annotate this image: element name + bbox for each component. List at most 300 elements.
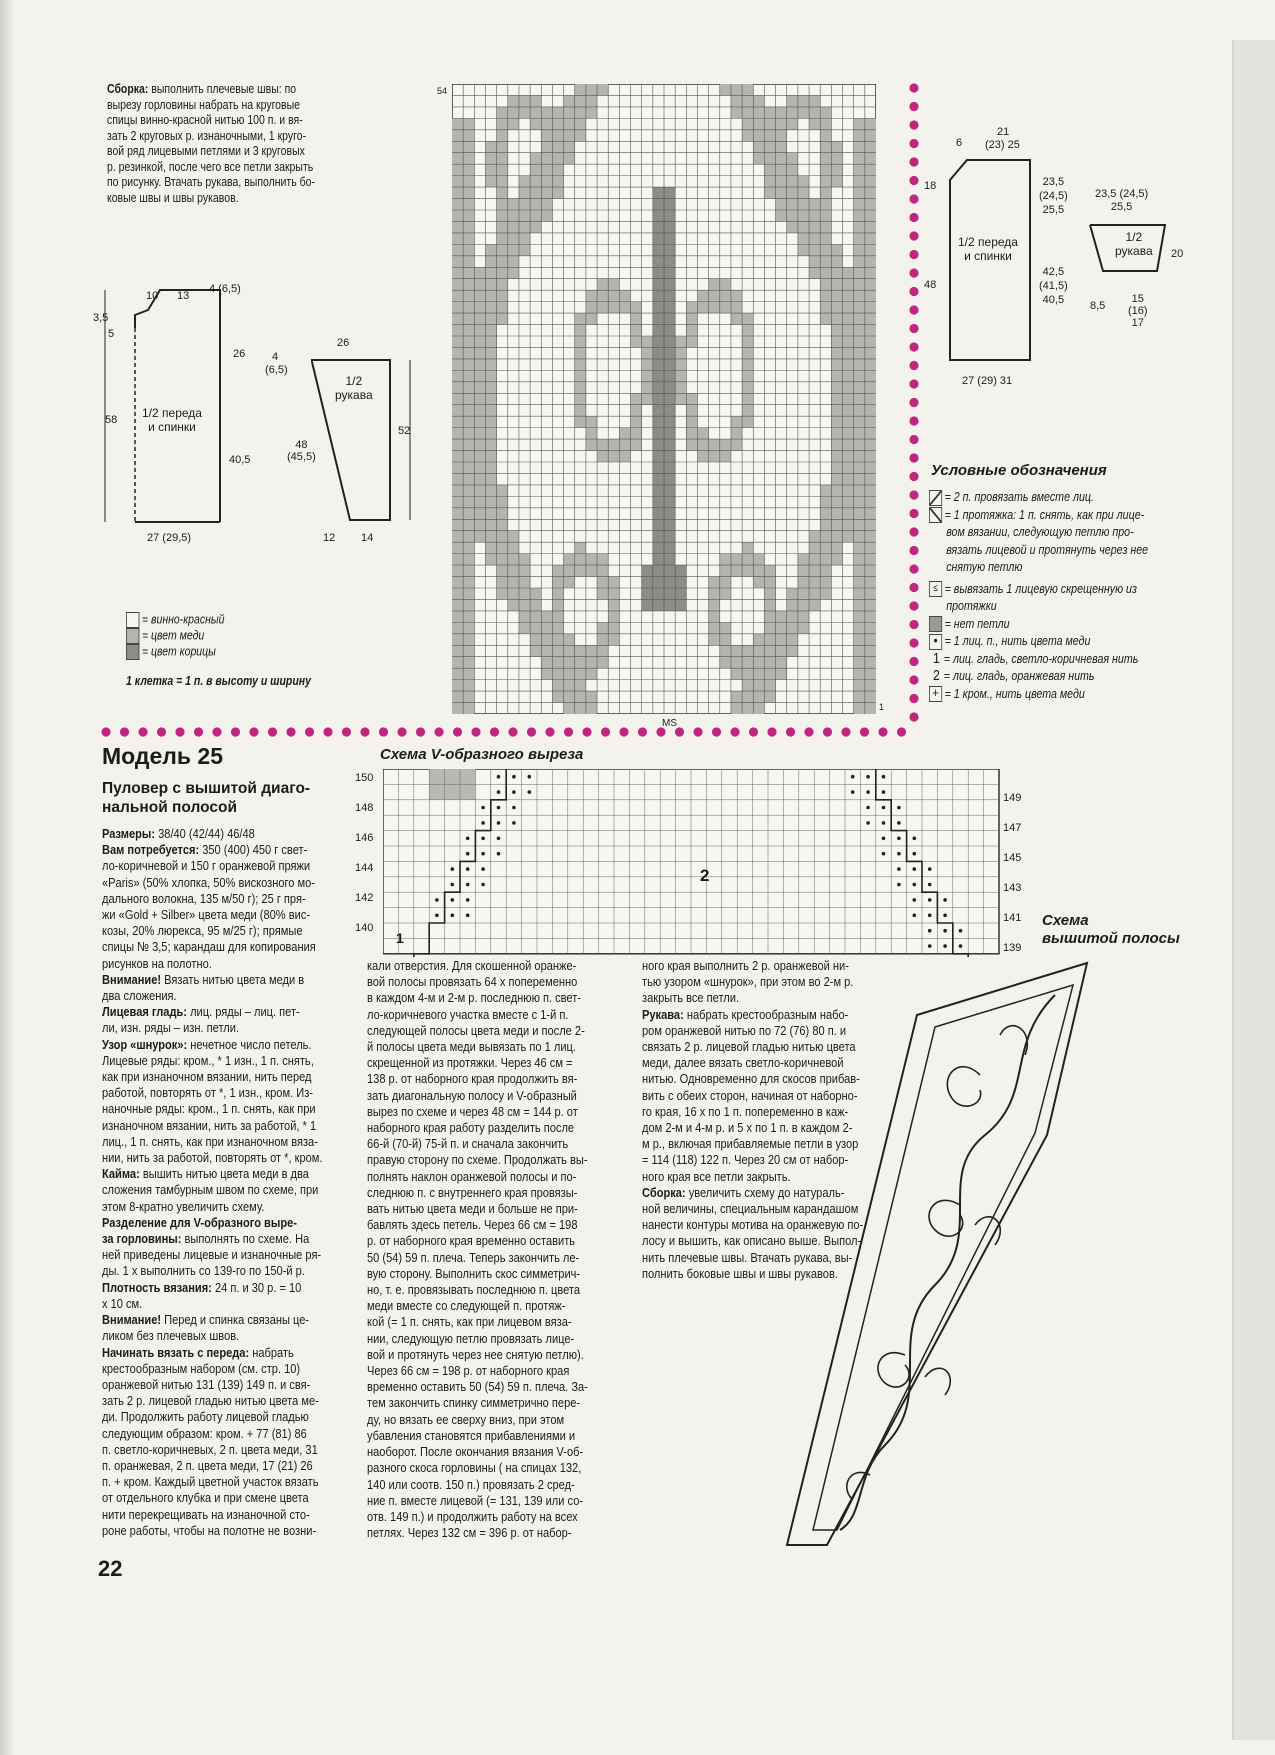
chart-cell: [485, 176, 496, 187]
chart-cell: [709, 634, 720, 645]
chart-cell: [731, 439, 742, 450]
chart-cell: [497, 221, 508, 232]
vneck-dot: [928, 898, 932, 902]
chart-cell: [753, 577, 764, 588]
chart-cell: [831, 451, 842, 462]
chart-cell: [854, 703, 865, 714]
magenta-dot: [286, 727, 295, 736]
chart-cell: [452, 485, 463, 496]
text-line: [642, 1185, 886, 1201]
chart-cell: [854, 496, 865, 507]
chart-cell: [519, 210, 530, 221]
text-line: нии, следующую петлю провязать лице-: [367, 1330, 575, 1346]
vneck-dot: [897, 837, 901, 841]
chart-cell: [854, 370, 865, 381]
chart-cell: [452, 267, 463, 278]
chart-cell: [854, 267, 865, 278]
text-line: [102, 875, 337, 891]
chart-cell: [508, 542, 519, 553]
magenta-dot: [909, 638, 918, 647]
dot-icon: •: [929, 634, 942, 650]
chart-cell: [485, 496, 496, 507]
chart-cell: [474, 347, 485, 358]
magenta-dot: [909, 601, 918, 610]
chart-cell: [564, 107, 575, 118]
text-body: п. + кром. Каждый цветной участок вязать: [102, 1474, 319, 1490]
chart-cell: [865, 485, 876, 496]
assembly-line: зать 2 круговых р. изнаночными, 1 круго-: [107, 128, 307, 143]
chart-cell: [653, 542, 664, 553]
slash-icon: [929, 490, 942, 506]
chart-cell: [664, 577, 675, 588]
chart-cell: [865, 336, 876, 347]
chart-cell: [675, 577, 686, 588]
chart-cell: [820, 302, 831, 313]
chart-cell: [798, 210, 809, 221]
chart-cell: [664, 451, 675, 462]
chart-cell: [463, 359, 474, 370]
chart-cell: [664, 313, 675, 324]
text-line: [102, 1345, 337, 1361]
chart-cell: [463, 325, 474, 336]
chart-cell: [865, 279, 876, 290]
chart-cell: [764, 565, 775, 576]
text-line: [102, 1215, 337, 1231]
chart-cell: [653, 439, 664, 450]
chart-cell: [798, 199, 809, 210]
chart-cell: [575, 347, 586, 358]
chart-cell: [552, 611, 563, 622]
chart-cell: [463, 164, 474, 175]
body-label-right: 1/2 переда и спинки: [958, 235, 1018, 263]
chart-cell: [452, 680, 463, 691]
chart-cell: [809, 95, 820, 106]
chart-cell: [530, 199, 541, 210]
chart-cell: [831, 496, 842, 507]
chart-cell: [764, 130, 775, 141]
text-line: [642, 1088, 886, 1104]
chart-cell: [865, 473, 876, 484]
chart-cell: [720, 554, 731, 565]
chart-cell: [820, 141, 831, 152]
chart-cell: [452, 210, 463, 221]
text-body: 24 п. и 30 р. = 10: [214, 1279, 302, 1295]
chart-cell: [463, 141, 474, 152]
chart-cell: [854, 554, 865, 565]
chart-cell: [820, 130, 831, 141]
text-lead: Плотность вязания:: [102, 1279, 215, 1295]
chart-cell: [787, 645, 798, 656]
chart-cell: [497, 554, 508, 565]
vneck-dot: [882, 806, 886, 810]
chart-cell: [463, 680, 474, 691]
chart-cell: [764, 657, 775, 668]
chart-cell: [843, 359, 854, 370]
text-line: ду, но вязать ее сверху вниз, при этом: [367, 1411, 565, 1427]
magenta-dot: [909, 83, 918, 92]
chart-cell: [485, 256, 496, 267]
chart-cell: [608, 611, 619, 622]
chart-cell: [653, 496, 664, 507]
chart-cell: [653, 313, 664, 324]
chart-cell: [452, 164, 463, 175]
chart-cell: [564, 703, 575, 714]
chart-cell: [787, 153, 798, 164]
chart-cell: [764, 680, 775, 691]
magenta-dot: [231, 727, 240, 736]
chart-cell: [865, 267, 876, 278]
magenta-dot: [909, 250, 918, 259]
vneck-cell: [460, 784, 475, 799]
dim-48-right: 48: [924, 279, 937, 291]
chart-cell: [653, 531, 664, 542]
chart-cell: [508, 233, 519, 244]
chart-cell: [452, 302, 463, 313]
chart-cell: [843, 405, 854, 416]
chart-cell: [820, 176, 831, 187]
chart-cell: [575, 393, 586, 404]
chart-cell: [463, 313, 474, 324]
chart-cell: [463, 336, 474, 347]
page-number: 22: [98, 1556, 123, 1581]
chart-cell: [452, 554, 463, 565]
chart-cell: [809, 233, 820, 244]
vneck-dot: [928, 883, 932, 887]
chart-cell: [865, 428, 876, 439]
chart-cell: [463, 405, 474, 416]
chart-cell: [463, 531, 474, 542]
chart-cell: [865, 622, 876, 633]
chart-cell: [820, 210, 831, 221]
chart-cell: [820, 107, 831, 118]
chart-cell: [664, 279, 675, 290]
chart-cell: [575, 84, 586, 95]
body-pattern-left: [90, 270, 330, 550]
text-line: [102, 1523, 337, 1539]
chart-cell: [820, 542, 831, 553]
magenta-dot: [527, 727, 536, 736]
chart-cell: [552, 577, 563, 588]
chart-cell: [530, 176, 541, 187]
text-line: следнюю п. с внутреннего края провязы-: [367, 1184, 578, 1200]
sleeve-right-label: 1/2 рукава: [1115, 230, 1153, 258]
chart-cell: [820, 531, 831, 542]
chart-cell: [474, 302, 485, 313]
chart-cell: [843, 462, 854, 473]
magenta-dot: [909, 213, 918, 222]
chart-cell: [809, 107, 820, 118]
text-line: [102, 988, 337, 1004]
text-line: [102, 858, 337, 874]
chart-cell: [675, 565, 686, 576]
chart-cell: [474, 313, 485, 324]
magenta-dot: [909, 342, 918, 351]
chart-cell: [497, 542, 508, 553]
chart-cell: [865, 634, 876, 645]
chart-cell: [463, 302, 474, 313]
chart-cell: [452, 187, 463, 198]
chart-cell: [843, 416, 854, 427]
chart-cell: [552, 588, 563, 599]
chart-cell: [787, 176, 798, 187]
chart-cell: [675, 382, 686, 393]
chart-cell: [854, 244, 865, 255]
vneck-dot: [866, 821, 870, 825]
chart-cell: [541, 611, 552, 622]
vneck-dot: [882, 837, 886, 841]
chart-cell: [809, 221, 820, 232]
chart-cell: [865, 130, 876, 141]
chart-cell: [831, 359, 842, 370]
chart-cell: [508, 599, 519, 610]
chart-cell: [452, 130, 463, 141]
chart-cell: [463, 279, 474, 290]
magenta-dot: [909, 435, 918, 444]
vneck-dot: [943, 929, 947, 933]
cell-note: 1 клетка = 1 п. в высоту и ширину: [126, 674, 311, 688]
chart-cell: [452, 290, 463, 301]
chart-cell: [854, 141, 865, 152]
vneck-dot: [897, 867, 901, 871]
text-line: [102, 1053, 337, 1069]
chart-cell: [519, 199, 530, 210]
chart-cell: [664, 416, 675, 427]
chart-cell: [776, 634, 787, 645]
text-body: спицы № 3,5; карандаш для копирования: [102, 939, 316, 955]
chart-cell: [519, 611, 530, 622]
text-line: [102, 1507, 337, 1523]
chart-cell: [742, 336, 753, 347]
chart-cell: [642, 599, 653, 610]
chart-cell: [552, 565, 563, 576]
chart-cell: [463, 473, 474, 484]
text-lead: Узор «шнурок»:: [102, 1036, 191, 1052]
chart-cell: [787, 107, 798, 118]
chart-cell: [508, 531, 519, 542]
chart-cell: [865, 118, 876, 129]
chart-cell: [508, 565, 519, 576]
magenta-dot: [138, 727, 147, 736]
chart-cell: [820, 508, 831, 519]
magenta-dot: [909, 398, 918, 407]
chart-cell: [664, 336, 675, 347]
vneck-dot: [497, 775, 501, 779]
chart-cell: [865, 611, 876, 622]
chart-cell: [474, 496, 485, 507]
chart-cell: [753, 634, 764, 645]
chart-cell: [452, 279, 463, 290]
vneck-dot: [466, 883, 470, 887]
text-line: [102, 891, 337, 907]
magenta-dotted-divider-vertical: [905, 82, 923, 742]
magenta-dot: [434, 727, 443, 736]
dim-inner-40-5: 40,5: [229, 454, 251, 466]
chart-cell: [575, 680, 586, 691]
chart-cell: [631, 428, 642, 439]
chart-cell: [820, 496, 831, 507]
chart-cell: [485, 279, 496, 290]
chart-cell: [831, 325, 842, 336]
chart-cell: [664, 290, 675, 301]
chart-cell: [474, 267, 485, 278]
chart-cell: [497, 199, 508, 210]
text-line: 66-й (70-й) 75-й п. и сначала закончить: [367, 1136, 569, 1152]
vneck-dot: [913, 883, 917, 887]
sleeve-dim-14: 14: [361, 532, 374, 544]
chart-cell: [586, 554, 597, 565]
text-body: п. оранжевая, 2 п. цвета меди, 17 (21) 26: [102, 1457, 313, 1473]
chart-cell: [552, 118, 563, 129]
chart-cell: [731, 95, 742, 106]
chart-cell: [854, 473, 865, 484]
magenta-dot: [675, 727, 684, 736]
chart-cell: [463, 485, 474, 496]
chart-cell: [831, 267, 842, 278]
row-num: 144: [355, 862, 374, 874]
chart-cell: [776, 657, 787, 668]
text-body: ром оранжевой нитью по 72 (76) 80 п. и: [642, 1022, 847, 1038]
chart-cell: [776, 130, 787, 141]
chart-cell: [865, 290, 876, 301]
sleeve-right-20: 20: [1171, 248, 1184, 260]
chart-cell: [664, 496, 675, 507]
text-body: нитью. Одновременно для скосов прибав-: [642, 1071, 860, 1087]
chart-cell: [709, 588, 720, 599]
text-line: зать диагональную полосу и V-образный: [367, 1087, 577, 1103]
chart-cell: [776, 187, 787, 198]
chart-cell: [764, 588, 775, 599]
chart-cell: [831, 256, 842, 267]
chart-cell: [463, 256, 474, 267]
chart-cell: [564, 118, 575, 129]
chart-cell: [686, 393, 697, 404]
text-body: набрать крестообразным набо-: [686, 1006, 849, 1022]
chart-cell: [865, 691, 876, 702]
chart-cell: [753, 107, 764, 118]
chart-cell: [776, 611, 787, 622]
chart-cell: [764, 668, 775, 679]
magenta-dot: [268, 727, 277, 736]
chart-cell: [564, 130, 575, 141]
chart-cell: [497, 577, 508, 588]
vneck-dot: [943, 944, 947, 948]
chart-cell: [608, 622, 619, 633]
vneck-dot: [851, 775, 855, 779]
chart-cell: [764, 118, 775, 129]
text-body: х 10 см.: [102, 1295, 143, 1311]
text-line: вать нитью цвета меди и больше не при-: [367, 1201, 578, 1217]
text-line: [642, 1136, 886, 1152]
sleeve-label: 1/2 рукава: [335, 374, 373, 402]
chart-cell: [530, 95, 541, 106]
chart-cell: [452, 393, 463, 404]
chart-cell: [552, 107, 563, 118]
chart-cell: [854, 519, 865, 530]
magenta-dot: [397, 727, 406, 736]
magenta-dot: [878, 727, 887, 736]
dim-right-col: 23,5 (24,5) 25,5: [1039, 176, 1068, 216]
twisted-stitch-icon: ≤: [929, 581, 942, 597]
vneck-dot: [512, 806, 516, 810]
chart-cell: [541, 164, 552, 175]
dim-18: 18: [924, 180, 937, 192]
chart-cell: [720, 290, 731, 301]
chart-cell: [843, 451, 854, 462]
chart-cell: [854, 428, 865, 439]
magenta-dot: [416, 727, 425, 736]
chart-cell: [452, 382, 463, 393]
chart-cell: [519, 599, 530, 610]
chart-cell: [653, 199, 664, 210]
chart-cell: [742, 313, 753, 324]
chart-cell: [463, 370, 474, 381]
legend-symbol-2: 2 = лиц. гладь, оранжевая нить: [932, 667, 1095, 685]
chart-cell: [497, 313, 508, 324]
magenta-dot: [508, 727, 517, 736]
chart-cell: [608, 577, 619, 588]
chart-cell: [530, 599, 541, 610]
chart-cell: [742, 405, 753, 416]
chart-cell: [519, 176, 530, 187]
chart-cell: [541, 107, 552, 118]
chart-cell: [798, 95, 809, 106]
text-body: п. светло-коричневых, 2 п. цвета меди, 31: [102, 1441, 318, 1457]
chart-cell: [452, 347, 463, 358]
text-line: вырез по схеме и через 48 см = 144 р. от: [367, 1103, 578, 1119]
chart-cell: [541, 210, 552, 221]
magenta-dot: [909, 694, 918, 703]
vneck-dot: [913, 852, 917, 856]
chart-cell: [831, 542, 842, 553]
embroidery-title: Схема вышитой полосы: [1042, 912, 1180, 947]
text-line: наборного края работу разделить после: [367, 1120, 575, 1136]
chart-cell: [742, 84, 753, 95]
text-body: рисунков на полотно.: [102, 955, 212, 971]
chart-cell: [541, 622, 552, 633]
chart-cell: [653, 370, 664, 381]
chart-cell: [452, 577, 463, 588]
chart-cell: [452, 531, 463, 542]
chart-cell: [463, 554, 474, 565]
text-body: связать 2 р. лицевой гладью нитью цвета: [642, 1039, 856, 1055]
chart-cell: [664, 199, 675, 210]
page-spine-shadow: [0, 0, 14, 1755]
chart-cell: [798, 599, 809, 610]
chart-cell: [653, 416, 664, 427]
chart-cell: [753, 153, 764, 164]
chart-cell: [820, 164, 831, 175]
chart-cell: [508, 256, 519, 267]
chart-cell: [485, 244, 496, 255]
chart-cell: [586, 565, 597, 576]
chart-cell: [854, 176, 865, 187]
magenta-dot: [582, 727, 591, 736]
row-num: 139: [1003, 942, 1022, 954]
chart-cell: [865, 302, 876, 313]
vneck-dot: [497, 837, 501, 841]
chart-cell: [575, 313, 586, 324]
chart-cell: [552, 668, 563, 679]
chart-cell: [474, 382, 485, 393]
vneck-dot: [497, 806, 501, 810]
text-line: вую сторону. Выполнить скос симметрич-: [367, 1265, 581, 1281]
chart-cell: [664, 439, 675, 450]
chart-cell: [552, 691, 563, 702]
chart-cell: [452, 370, 463, 381]
text-line: [102, 1247, 337, 1263]
chart-cell: [831, 302, 842, 313]
chart-cell: [575, 657, 586, 668]
